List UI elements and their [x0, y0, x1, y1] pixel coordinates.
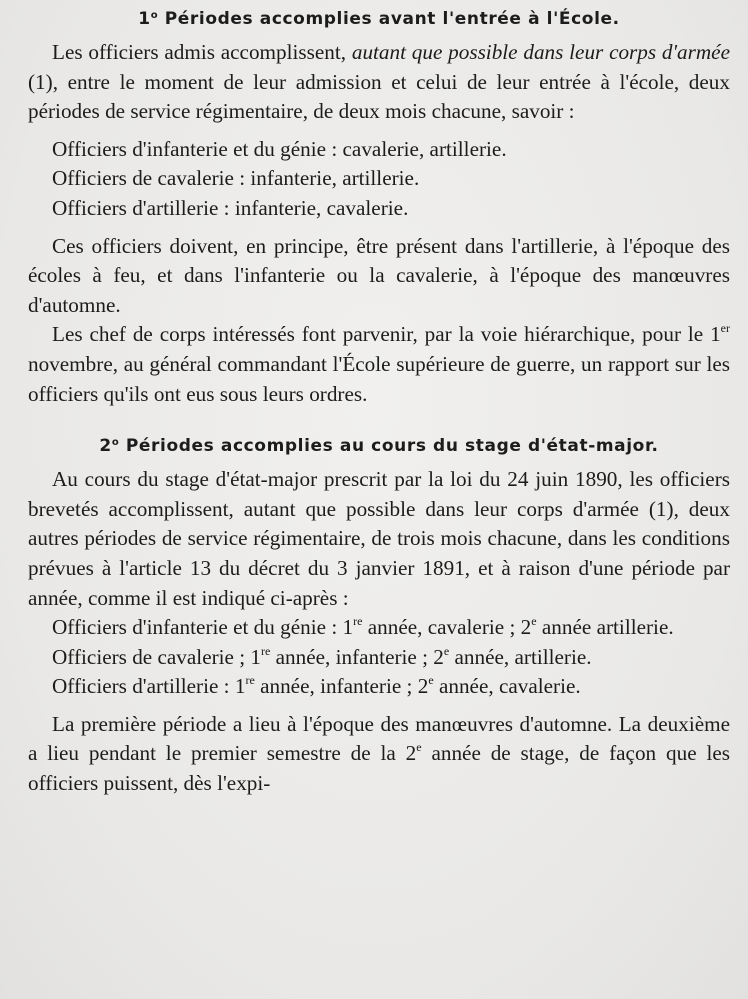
list-item: Officiers d'artillerie : 1re année, infanterie ; 2e année, cavalerie. — [52, 673, 581, 699]
section-2-heading — [28, 433, 730, 459]
section-1-paragraph-1: Les officiers admis accomplissent, autant que possible dans leur corps d'armée (1), entre le moment de leur admission et celui de leur entrée à l'école, deux périodes de service régimentaire, de deux mois chacune, savoir : — [28, 40, 730, 124]
list-item: Officiers de cavalerie ; 1re année, infanterie ; 2e année, artillerie. — [52, 643, 592, 669]
section-2-paragraph-last: La première période a lieu à l'époque des manœuvres d'automne. La deuxième a lieu pendant le premier semestre de la 2e année de stage, de façon que les officiers puissent, dès l'expi- — [28, 711, 730, 796]
section-1-paragraph-3: Les chef de corps intéressés font parvenir, par la voie hiérarchique, pour le 1er novembre, au général commandant l'École supérieure de guerre, un rapport sur les officiers qu'ils ont eus sous leurs ordres. — [28, 321, 730, 406]
section-2-title: Périodes accomplies au cours du stage d'état-major. — [125, 436, 659, 457]
list-item: Officiers d'infanterie et du génie : cavalerie, artillerie. — [52, 136, 507, 161]
section-1-heading — [28, 6, 730, 32]
italic-phrase: autant que possible dans leur corps d'armée — [351, 40, 730, 64]
section-1-paragraph-2: Ces officiers doivent, en principe, être présent dans l'artillerie, à l'époque des écoles à feu, et dans l'infanterie ou la cavalerie, à l'époque des manœuvres d'automne. — [28, 233, 730, 317]
section-2-paragraph-1: Au cours du stage d'état-major prescrit par la loi du 24 juin 1890, les officiers brevetés accomplissent, autant que possible dans leur corps d'armée (1), deux autres périodes de service régimentaire, de trois mois chacune, dans les conditions prévues à l'article 13 du décret du 3 janvier 1891, et à raison d'une période par année, comme il est indiqué ci-après : — [28, 467, 730, 610]
list-item: Officiers de cavalerie : infanterie, artillerie. — [52, 166, 420, 191]
section-1 — [28, 6, 730, 409]
section-1-number: 1$^o$ — [138, 9, 159, 29]
list-item: Officiers d'artillerie : infanterie, cavalerie. — [52, 195, 409, 220]
list-item: Officiers d'infanterie et du génie : 1re année, cavalerie ; 2e année artillerie. — [52, 614, 674, 640]
section-2-number: 2$^o$ — [99, 436, 120, 457]
section-1-title: Périodes accomplies avant l'entrée à l'École. — [164, 9, 620, 29]
section-2 — [28, 433, 730, 799]
